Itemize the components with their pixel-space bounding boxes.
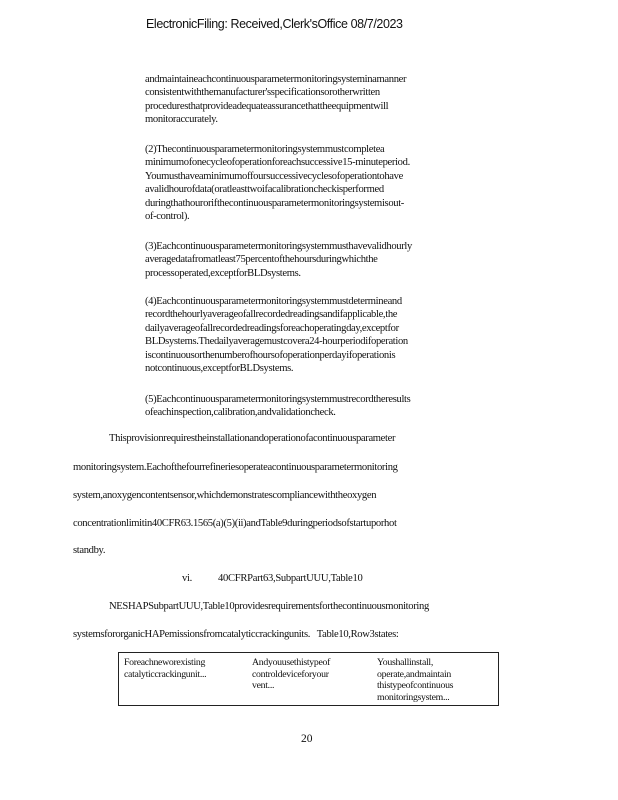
text-line: consistentwiththemanufacturer'sspecificationsorotherwritten	[145, 87, 380, 99]
text-line: proceduresthatprovideadequateassurancethattheequipmentwill	[145, 100, 389, 112]
section-numeral: vi.	[182, 573, 192, 584]
section-title: 40CFRPart63,SubpartUUU,Table10	[218, 573, 363, 584]
text-line: (2)Thecontinuousparametermonitoringsystemmustcompletea	[145, 144, 385, 155]
cell-line: Foreachneworexisting	[124, 657, 206, 668]
requirement-1	[145, 73, 485, 127]
table-10-excerpt	[118, 652, 499, 706]
text-line: (5)Eachcontinuousparametermonitoringsystemmustrecordtheresults	[145, 394, 411, 405]
text-line: (4)Eachcontinuousparametermonitoringsystemmustdetermineand	[145, 296, 402, 307]
requirement-5	[145, 393, 485, 420]
table-row	[119, 653, 499, 706]
table-cell	[247, 653, 372, 706]
text-line: andmaintaineachcontinuousparametermonitoringsysteminamanner	[145, 74, 407, 85]
text-line: notcontinuous,exceptforBLDsystems.	[145, 363, 294, 375]
text-line: monitoraccurately.	[145, 114, 218, 126]
cell-line: Youshallinstall,	[377, 657, 433, 668]
requirement-2	[145, 143, 485, 223]
table-cell	[119, 653, 248, 706]
cell-line: vent...	[252, 680, 275, 692]
text-line: duringthathourorifthecontinuousparametermonitoringsystemisout-	[145, 197, 404, 209]
filing-stamp-header: ElectronicFiling: Received,Clerk'sOffice 08/7/2023	[146, 17, 403, 31]
requirement-3	[145, 240, 485, 280]
paragraph-line: systemsfororganicHAPemissionsfromcatalyticcrackingunits. Table10,Row3states:	[73, 629, 399, 640]
text-line: dailyaverageofallrecordedreadingsforeachoperatingday,exceptfor	[145, 322, 399, 334]
paragraph-line: system,anoxygencontentsensor,whichdemonstratescompliancewiththeoxygen	[73, 490, 377, 501]
cell-line: monitoringsystem...	[377, 691, 450, 703]
paragraph-line: NESHAPSubpartUUU,Table10providesrequirementsforthecontinuousmonitoring	[109, 601, 429, 612]
text-line: averagedatafromatleast75percentofthehoursduringwhichthe	[145, 254, 378, 266]
text-line: iscontinuousorthenumberofhoursofoperationperdayifoperationis	[145, 349, 396, 361]
text-line: ofeachinspection,calibration,andvalidationcheck.	[145, 407, 336, 419]
text-line: processoperated,exceptforBLDsystems.	[145, 267, 301, 279]
text-line: minimumofonecycleofoperationforeachsuccessive15-minuteperiod.	[145, 157, 410, 169]
paragraph-line: standby.	[73, 545, 106, 556]
cell-line: controldeviceforyour	[252, 668, 329, 680]
table-cell	[372, 653, 499, 706]
cell-line: operate,andmaintain	[377, 668, 452, 680]
paragraph-line: Thisprovisionrequirestheinstallationandoperationofacontinuousparameter	[109, 433, 396, 444]
paragraph-line: monitoringsystem.Eachofthefourrefineriesoperateacontinuousparametermonitoring	[73, 462, 398, 473]
cell-line: thistypeofcontinuous	[377, 680, 454, 692]
cell-line: Andyouusethistypeof	[252, 657, 331, 668]
text-line: Youmusthaveaminimumoffoursuccessivecyclesofoperationtohave	[145, 170, 403, 182]
text-line: (3)Eachcontinuousparametermonitoringsystemmusthavevalidhourly	[145, 241, 412, 252]
paragraph-line: concentrationlimitin40CFR63.1565(a)(5)(ii)andTable9duringperiodsofstartuporhot	[73, 518, 397, 529]
text-line: of-control).	[145, 211, 190, 223]
text-line: BLDsystems.Thedailyaveragemustcovera24-hourperiodifoperation	[145, 336, 408, 348]
text-line: recordthehourlyaverageofallrecordedreadingsandifapplicable,the	[145, 309, 398, 321]
page-number: 20	[301, 733, 313, 745]
requirement-4	[145, 295, 485, 375]
cell-line: catalyticcrackingunit...	[124, 668, 207, 680]
text-line: avalidhourofdata(oratleasttwoifacalibrationcheckisperformed	[145, 184, 384, 196]
